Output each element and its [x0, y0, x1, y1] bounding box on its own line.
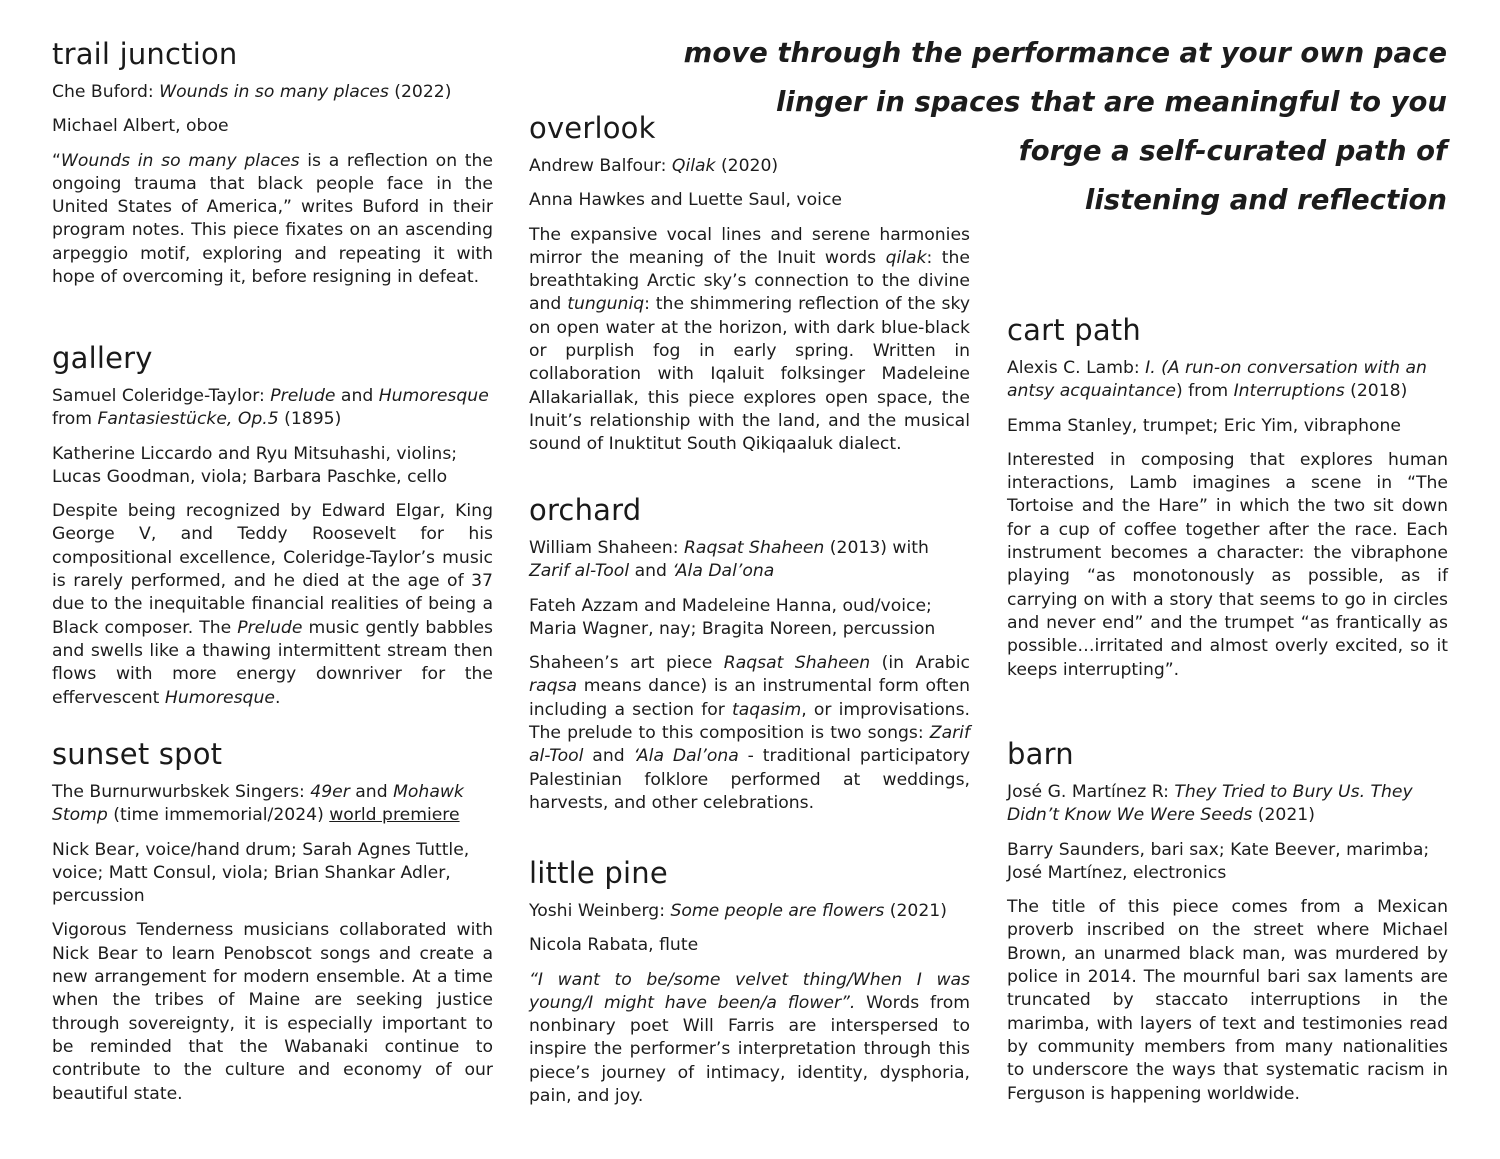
performers: Nick Bear, voice/hand drum; Sarah Agnes Tuttle, voice; Matt Consul, viola; Brian Shankar Adler, percussion — [52, 839, 470, 907]
section-title: overlook — [529, 111, 656, 145]
description: The title of this piece comes from a Mexican proverb inscribed on the street where Michael Brown, an unarmed black man, was murdered by police in 2014. The mournful bari sax laments are truncated by staccato interruptions in the marimba, with layers of text and testimonies read by community members from many nationalities to underscore the ways that systematic racism in Ferguson is happening worldwide. — [1007, 897, 1448, 1104]
section-title: trail junction — [52, 37, 238, 71]
work-credit: Yoshi Weinberg: Some people are flowers (2021) — [529, 901, 947, 921]
section-gallery — [52, 341, 493, 710]
work-credit: Alexis C. Lamb: I. (A run-on conversation with an antsy acquaintance) from Interruptions (2018) — [1007, 358, 1427, 402]
section-title: cart path — [1007, 313, 1141, 347]
performers: Barry Saunders, bari sax; Kate Beever, marimba; José Martínez, electronics — [1007, 839, 1430, 883]
work-credit: Samuel Coleridge-Taylor: Prelude and Humoresque from Fantasiestücke, Op.5 (1895) — [52, 386, 489, 430]
performers: Emma Stanley, trumpet; Eric Yim, vibraphone — [1007, 415, 1401, 436]
section-orchard — [529, 493, 970, 815]
world-premiere-label: world premiere — [329, 805, 460, 826]
section-title: gallery — [52, 341, 153, 375]
performers: Fateh Azzam and Madeleine Hanna, oud/voice; Maria Wagner, nay; Bragita Noreen, percussion — [529, 595, 936, 639]
performers: Katherine Liccardo and Ryu Mitsuhashi, violins; Lucas Goodman, viola; Barbara Paschke, cello — [52, 443, 458, 487]
performers: Michael Albert, oboe — [52, 116, 229, 137]
work-credit: The Burnurwurbskek Singers: 49er and Mohawk Stomp (time immemorial/2024) world premiere — [52, 782, 464, 826]
section-title: orchard — [529, 493, 642, 527]
description: Interested in composing that explores human interactions, Lamb imagines a scene in “The Tortoise and the Hare” in which the two sit down for a cup of coffee together after the race. Each instrument becomes a character: the vibraphone playing “as monotonously as possible, as if carrying on with a story that seems to go in circles and never end” and the trumpet “as frantically as possible…irritated and almost overly excited, so it keeps interrupting”. — [1007, 449, 1448, 680]
tagline-4: listening and reflection — [1084, 184, 1447, 216]
description: Despite being recognized by Edward Elgar, King George V, and Teddy Roosevelt for his compositional excellence, Coleridge-Taylor’s music is rarely performed, and he died at the age of 37 due to the inequitable financial realities of being a Black composer. The Prelude music gently babbles and swells like a thawing intermittent stream then flows with more energy downriver for the effervescent Humoresque. — [52, 501, 493, 708]
section-little-pine — [529, 856, 970, 1108]
performers: Anna Hawkes and Luette Saul, voice — [529, 190, 842, 211]
description: Vigorous Tenderness musicians collaborated with Nick Bear to learn Penobscot songs and create a new arrangement for modern ensemble. At a time when the tribes of Maine are seeking justice through sovereignty, it is especially important to be reminded that the Wabanaki continue to contribute to the culture and economy of our beautiful state. — [52, 920, 493, 1104]
work-credit: Che Buford: Wounds in so many places (2022) — [52, 82, 452, 102]
work-credit: Andrew Balfour: Qilak (2020) — [529, 156, 779, 176]
section-barn — [1007, 737, 1448, 1106]
section-overlook — [529, 111, 970, 457]
tagline-3: forge a self-curated path of — [1018, 135, 1447, 167]
tagline-2: linger in spaces that are meaningful to you — [775, 86, 1447, 118]
work-credit: William Shaheen: Raqsat Shaheen (2013) with Zarif al-Tool and ‘Ala Dal’ona — [529, 538, 929, 582]
tagline-1: move through the performance at your own pace — [683, 37, 1447, 69]
performers: Nicola Rabata, flute — [529, 935, 699, 956]
section-title: little pine — [529, 856, 668, 890]
description: The expansive vocal lines and serene harmonies mirror the meaning of the Inuit words qilak: the breathtaking Arctic sky’s connection to the divine and tunguniq: the shimmering reflection of the sky on open water at the horizon, with dark blue-black or purplish fog in early spring. Written in collaboration with Iqaluit folksinger Madeleine Allakariallak, this piece explores open space, the Inuit’s relationship with the land, and the musical sound of Inuktitut South Qikiqaaluk dialect. — [529, 224, 970, 455]
description: “I want to be/some velvet thing/When I was young/I might have been/a flower”. Words from nonbinary poet Will Farris are interspersed to inspire the performer’s interpretation through this piece’s journey of intimacy, identity, dysphoria, pain, and joy. — [529, 969, 970, 1107]
work-credit: José G. Martínez R: They Tried to Bury Us. They Didn’t Know We Were Seeds (2021) — [1007, 782, 1413, 826]
description: Shaheen’s art piece Raqsat Shaheen (in Arabic raqsa means dance) is an instrumental form often including a section for taqasim, or improvisations. The prelude to this composition is two songs: Zarif al-Tool and ‘Ala Dal’ona - traditional participatory Palestinian folklore performed at weddings, harvests, and other celebrations. — [529, 653, 970, 813]
section-title: barn — [1007, 737, 1074, 771]
section-title: sunset spot — [52, 737, 223, 771]
section-sunset-spot — [52, 737, 493, 1106]
section-trail-junction — [52, 37, 493, 289]
description: “Wounds in so many places is a reflection on the ongoing trauma that black people face in the United States of America,” writes Buford in their program notes. This piece fixates on an ascending arpeggio motif, exploring and repeating it with hope of overcoming it, before resigning in defeat. — [52, 150, 493, 288]
section-cart-path — [1007, 313, 1448, 682]
